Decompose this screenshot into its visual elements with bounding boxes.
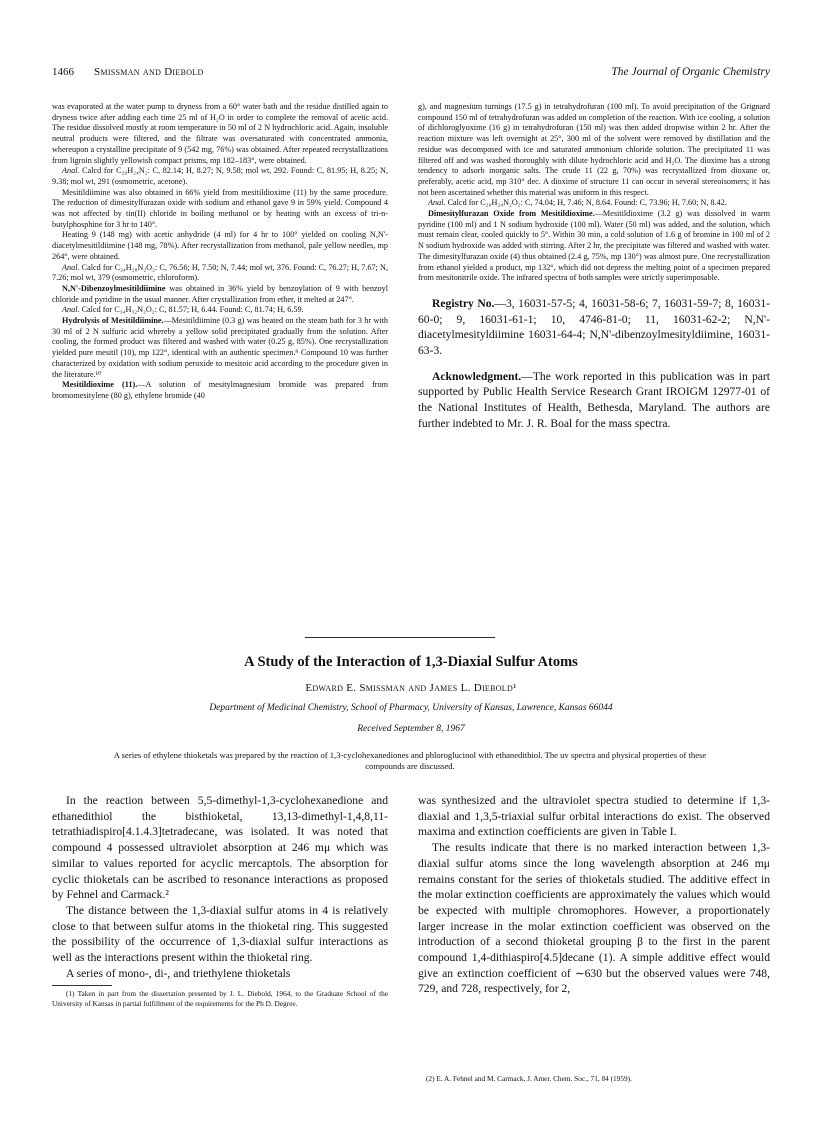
footnote-rule [52, 985, 112, 986]
anal-label: Anal. [62, 166, 80, 176]
anal-text: Calcd for C₂₄H₂₈N₂O₂: C, 76.56; H, 7.50; N, 7.44; mol wt, 376. Found: C, 76.27; H, 7.67; N, 7.26; mol wt, 379 (osmometric, chloroform). [52, 262, 388, 283]
paragraph [52, 305, 388, 316]
paragraph [52, 284, 388, 305]
footnote-1: (1) Taken in part from the dissertation presented by J. L. Diebold, 1964, to the Graduate School of the University of Kansas in partial fulfillment of the requirements for the Ph D. Degree. [52, 989, 388, 1008]
paragraph: A series of mono-, di-, and triethylene thioketals [66, 966, 291, 980]
body-column-right [418, 793, 770, 997]
paragraph [418, 209, 770, 284]
paragraph: Mesitildiimine was also obtained in 66% yield from mesitildioxime (11) by the same procedure. The reduction of dimesitylfurazan oxide with sodium and ethanol gave 9 in 59% yield. Compound 4 was not affected by tin(II) chloride in boiling methanol or by heating with an excess of tri-n-butylphosphine for 3 hr to 140°. [52, 187, 388, 229]
received-date: Received September 8, 1967 [357, 724, 465, 734]
paragraph [418, 198, 770, 209]
paragraph [52, 166, 388, 187]
paragraph: In the reaction between 5,5-dimethyl-1,3-cyclohexanedione and ethanedithiol the bisthioketal, 13,13-dimethyl-1,4,8,11-tetrathiadispiro[4.1.4.3]tetradecane, was isolated. It was noted that compound 4 possessed ultraviolet absorption at 246 mμ which was similar to values reported for acyclic mercaptols. The absorption for cyclic thioketals can be ascribed to resonance interactions as proposed by Fehnel and Carmack.² [52, 794, 388, 902]
footnote-2: (2) E. A. Fehnel and M. Carmack, J. Amer. Chem. Soc., 71, 84 (1959). [426, 1074, 632, 1083]
anal-text: Calcd for C₃₄H₃₂N₂O₂: C, 81.57; H, 6.44. Found: C, 81.74; H, 6.59. [81, 305, 304, 315]
section-divider [305, 637, 495, 638]
journal-name: The Journal of Organic Chemistry [611, 66, 770, 78]
article-affiliation: Department of Medicinal Chemistry, School of Pharmacy, University of Kansas, Lawrence, Kansas 66044 [209, 703, 613, 713]
ack-label: Acknowledgment. [432, 369, 522, 383]
paragraph: g), and magnesium turnings (17.5 g) in tetrahydrofuran (100 ml). To avoid precipitation of the Grignard compound 150 ml of tetrahydrofuran was added on completion of the reaction. With ice cooling, a solution of dichloroglyoxime (16 g) in tetrahydrofuran (150 ml) was then added dropwise within 2 hr. After the reaction mixture was left overnight at 25°, 300 ml of the solvent were removed by distillation and the residue was decomposed with ice and saturated ammonium chloride solution. The precipitated 11 was filtered off and was washed thoroughly with dilute hydrochloric acid and H₂O. The dioxime has a strong tendency to adsorb inorganic salts. The crude 11 (22 g, 70%) was recrystallized from dioxane or, preferably, acetic acid, mp 310° dec. A dioxime of structure 11 can occur in several stereoisomers; it has not been ascertained whether this material was uniform in this respect. [418, 102, 770, 197]
article-byline: Edward E. Smissman and James L. Diebold¹ [305, 682, 517, 694]
body-column-left [52, 793, 388, 1008]
registry-numbers [418, 296, 770, 359]
anal-label: Anal. [428, 198, 446, 208]
paragraph: Heating 9 (148 mg) with acetic anhydride (4 ml) for 4 hr to 100° yielded on cooling N,N'-diacetylmesitildiimine (148 mg, 78%). After recrystallization from methanol, pale yellow needles, mp 264°, were obtained. [52, 230, 388, 261]
experimental-column-right [418, 102, 770, 432]
section-text: —Mesitildiimine (0.3 g) was heated on the steam bath for 3 hr with 30 ml of 2 N sulfuric acid whereby a yellow solid precipitated gradually from the solution. After cooling, the formed product was filtered and washed with water (0.25 g, 85%). One recrystallization yielded pure mesitil (10), mp 122°, identical with an authentic specimen.⁹ Compound 10 was further characterized by oxidation with sodium peroxide to mesitoic acid according to the procedure given in the literature.¹⁰ [52, 316, 388, 379]
page-header [52, 66, 770, 82]
anal-text: Calcd for C₂₀H₂₄N₂O₂: C, 74.04; H, 7.46; N, 8.64. Found: C, 73.96; H, 7.60; N, 8.42. [447, 198, 727, 208]
section-text: was obtained in 36% yield by benzoylation of 9 with benzoyl chloride and pyridine in the usual manner. After crystallization from ether, it melted at 247°. [52, 283, 389, 304]
section-text: —A solution of mesitylmagnesium bromide was prepared from bromomesitylene (80 g), ethylene bromide (40 [52, 380, 388, 400]
paragraph: The distance between the 1,3-diaxial sulfur atoms in 4 is relatively close to that between sulfur atoms in the thioketal ring. This suggested the possibility of the occurrence of 1,3-diaxial sulfur interactions as well as the interactions present within the thioketal ring. [52, 903, 388, 965]
running-authors: Smissman and Diebold [94, 66, 204, 78]
paragraph [52, 380, 388, 401]
paragraph: was evaporated at the water pump to dryness from a 60° water bath and the residue distilled again to dryness twice after adding each time 25 ml of H₂O in order to complete the removal of acetic acid. The residue dissolved mostly at room temperature in 50 ml of 2 N hydrochloric acid. Again, insoluble neutral products were filtered, and the filtrate was oversaturated with concentrated ammonia, whereupon a crystalline precipitate of 9 (542 mg, 76%) was obtained. After repeated recrystallizations from ligroin slightly yellowish compact prisms, mp 182–183°, were obtained. [52, 102, 388, 165]
page-number: 1466 [52, 66, 74, 78]
anal-label: Anal. [62, 262, 80, 272]
section-heading: N,N'-Dibenzoylmesitildiimine [62, 283, 166, 293]
article-abstract: A series of ethylene thioketals was prepared by the reaction of 1,3-cyclohexanediones and phloroglucinol with ethanedithiol. The uv spectra and physical properties of these compounds are discussed. [113, 750, 707, 771]
section-text: —Mesitildioxime (3.2 g) was dissolved in warm pyridine (100 ml) and 1 N sodium hydroxide (100 ml). Water (50 ml) was added, and the solution, which must remain clear, cooled quickly to 5°. Within 30 min, a cold solution of 1.6 g of bromine in 100 ml of 2 N sodium hydroxide was added with stirring. After 2 hr, the precipitate was filtered and washed with water. The dimesitylfurazan oxide (4) thus obtained (2.4 g, 75%, mp 130°) was almost pure. One recrystallization from ethanol yielded a product, mp 132°, which did not depress the melting point of a specimen prepared from mesitonitrile oxide. The infrared spectra of both samples were strictly superimposable. [418, 209, 770, 283]
registry-text: —3, 16031-57-5; 4, 16031-58-6; 7, 16031-59-7; 8, 16031-60-0; 9, 16031-61-1; 10, 4746-81-0; 11, 16031-62-2; N,N'-diacetylmesityldiimine 16031-64-4; N,N'-dibenzoylmesityldiimine, 16031-63-3. [418, 296, 770, 358]
registry-block [418, 296, 770, 432]
section-heading: Hydrolysis of Mesitildiimine. [62, 316, 164, 326]
paragraph [52, 263, 388, 284]
paragraph: The results indicate that there is no marked interaction between 1,3-diaxial sulfur atoms since the long wavelength absorption at 246 mμ remains constant for the series of thioketals studied. The additive effect in the molar extinction coefficients are approximately the values which would be expected with multiple chromophores. However, a proportionately larger increase in the molar extinction coefficient was observed on the introduction of a second thioketal grouping β to the first in the parent compound 1,4-dithiaspiro[4.5]decane (1). A simple additive effect would give an extinction coefficient of ∼630 but the observed values were 748, 729, and 728, respectively, for 2, [418, 841, 770, 996]
ack-text: —The work reported in this publication was in part supported by Public Health Service Research Grant IROIGM 12977-01 of the National Institutes of Health, Bethesda, Maryland. The authors are further indebted to Mr. J. R. Boal for the mass spectra. [418, 369, 770, 430]
anal-text: Calcd for C₂₀H₂₄N₂: C, 82.14; H, 8.27; N, 9.58; mol wt, 292. Found: C, 81.95; H, 8.25; N, 9.38; mol wt, 291 (osmometric, acetone). [52, 166, 388, 186]
acknowledgment [418, 369, 770, 432]
section-heading: Mesitildioxime (11). [62, 380, 138, 390]
article-title: A Study of the Interaction of 1,3-Diaxial Sulfur Atoms [244, 654, 578, 670]
paragraph: was synthesized and the ultraviolet spectra studied to determine if 1,3-diaxial and 1,3,5-triaxial sulfur orbital interactions do exist. The observed maxima and extinction coefficients are given in Table I. [418, 794, 770, 839]
registry-label: Registry No. [432, 296, 495, 310]
anal-label: Anal. [62, 305, 80, 315]
section-heading: Dimesitylfurazan Oxide from Mesitildioxime. [428, 209, 595, 219]
paragraph [52, 316, 388, 380]
experimental-column-left [52, 102, 388, 402]
